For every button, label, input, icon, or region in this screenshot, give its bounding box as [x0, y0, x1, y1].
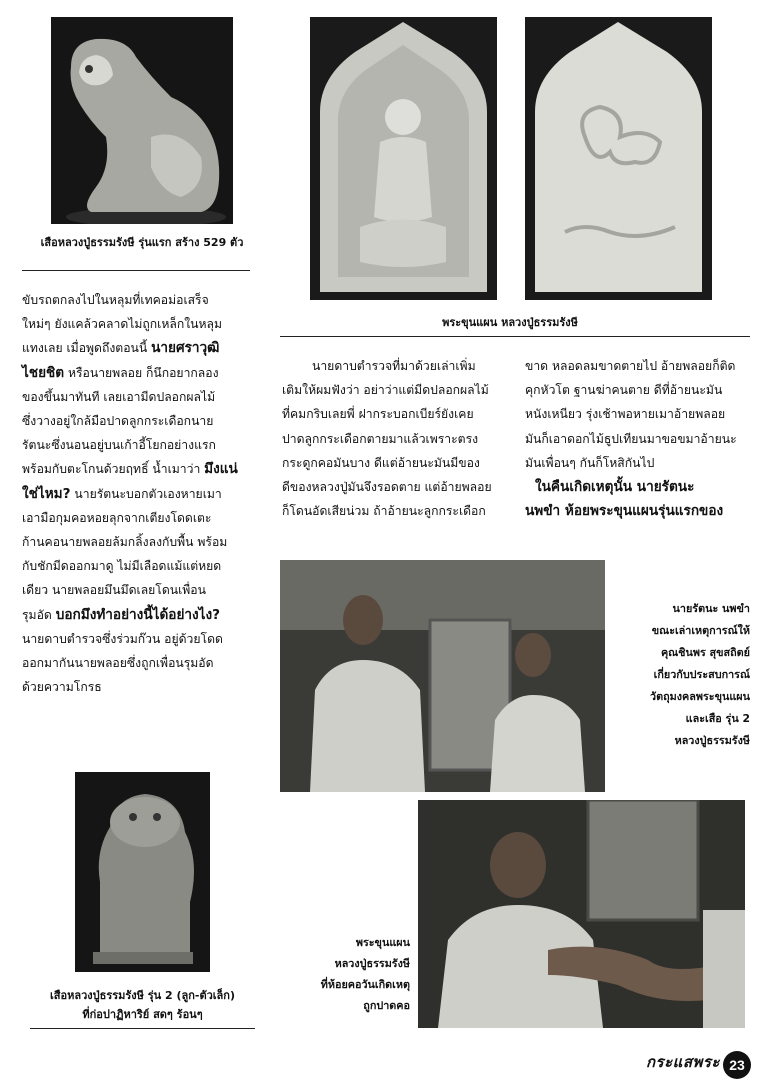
col3-bold-line: ในคืนเกิดเหตุนั้น นายรัตนะ	[535, 479, 695, 496]
men-caption-line: ขณะเล่าเหตุการณ์ให้	[651, 624, 750, 637]
col1-line: ของขึ้นมาทันที เลยเอามีดปลอกผลไม้	[22, 389, 216, 404]
col2-line: ก็โดนอัดเสียน่วม ถ้าอ้ายนะลูกกระเดือก	[282, 504, 486, 519]
col2-line: นายดาบตำรวจที่มาด้วยเล่าเพิ่ม	[312, 359, 476, 373]
col3-line: มันก็เอาดอกไม้ธูปเทียนมาขอขมาอ้ายนะ	[525, 431, 737, 446]
col2-line: ดีของหลวงปู่มันจึงรอดตาย แต่อ้ายพลอย	[282, 480, 492, 495]
man-caption-line: ถูกปาดคอ	[363, 999, 410, 1012]
man-caption-line: ที่ห้อยคอวันเกิดเหตุ	[320, 978, 410, 991]
men-caption-line: และเสือ รุ่น 2	[685, 712, 750, 725]
col1-line: ซึ่งวางอยู่ใกล้มือปาดลูกกระเดือกนาย	[22, 414, 214, 429]
col1-line-text: หรือนายพลอย ก็นึกอยากลอง	[64, 365, 219, 380]
person-name-bold: นายศราวุฒิ	[151, 340, 220, 357]
col3-bold-line: นพขำ ห้อยพระขุนแผนรุ่นแรกของ	[525, 503, 724, 520]
col1-line-text: นายรัตนะบอกตัวเองหายเมา	[70, 486, 222, 501]
men-photo-caption	[612, 598, 750, 752]
tiger-figurine-photo-2	[75, 772, 210, 972]
quote-bold: ใช่ไหม?	[22, 485, 71, 502]
col1-line	[22, 457, 254, 481]
tiger-2-caption-line: ที่ก่อปาฏิหาริย์ สดๆ ร้อนๆ	[82, 1008, 203, 1021]
col1-line: ก้านคอนายพลอยล้มกลิ้งลงกับพื้น พร้อม	[22, 535, 228, 550]
col1-line: นายดาบตำรวจซึ่งร่วมก๊วน อยู่ด้วยโดด	[22, 631, 223, 646]
col3-line: มันเพื่อนๆ กันก็โหสิกันไป	[525, 455, 655, 470]
quote-bold: บอกมึงทำอย่างนี้ได้อย่างไง?	[55, 606, 221, 623]
tiger-2-caption	[30, 986, 255, 1024]
men-caption-line: เกี่ยวกับประสบการณ์	[653, 668, 750, 681]
column-1-text	[22, 288, 254, 699]
col1-line: ออกมากันนายพลอยซึ่งถูกเพื่อนรุมอัด	[22, 656, 214, 671]
col2-line: ปาดลูกกระเดือกตายมาแล้วเพราะตรง	[282, 431, 479, 446]
col1-line	[22, 603, 254, 627]
col1-line	[22, 361, 254, 385]
amulet-back-photo	[525, 17, 712, 300]
column-2-text	[282, 354, 512, 523]
col2-line: ที่คมกริบเลยพี่ ฝากระบอกเบียร์ยังเคย	[282, 407, 474, 422]
men-talking-photo	[280, 560, 605, 792]
person-name-bold: ไชยชิต	[22, 364, 65, 381]
man-caption-line: หลวงปู่ธรรมรังษี	[334, 957, 410, 970]
col1-line: ด้วยความโกรธ	[22, 680, 102, 695]
col3-line: ขาด หลอดลมขาดตายไป อ้ายพลอยก็ติด	[525, 359, 736, 373]
amulet-caption: พระขุนแผน หลวงปู่ธรรมรังษี	[442, 316, 578, 329]
col3-line: คุกหัวโต ฐานฆ่าคนตาย ดีที่อ้ายนะมัน	[525, 383, 723, 398]
col1-line	[22, 482, 254, 506]
men-caption-line: หลวงปู่ธรรมรังษี	[674, 734, 750, 747]
amulet-front-photo	[310, 17, 497, 300]
tiger-1-rule	[22, 270, 250, 271]
tiger-1-caption: เสือหลวงปู่ธรรมรังษี รุ่นแรก สร้าง 529 ตัว	[40, 236, 244, 249]
col1-line: กับชักมีดออกมาดู ไม่มีเลือดแม้แต่หยด	[22, 559, 222, 574]
col1-line: เอามือกุมคอหอยลุกจากเตียงโดดเตะ	[22, 510, 212, 525]
men-caption-line: คุณชินพร สุขสถิตย์	[660, 646, 750, 659]
tiger-figurine-photo-1	[51, 17, 233, 224]
man-photo-caption	[300, 932, 410, 1016]
col1-line-text: พร้อมกับตะโกนด้วยฤทธิ์ น้ำเมาว่า	[22, 462, 205, 477]
col1-line: เดียว นายพลอยมึนมึดเลยโดนเพื่อน	[22, 583, 206, 598]
magazine-brand: กระแสพระ	[645, 1053, 720, 1071]
men-caption-line: นายรัตนะ นพขำ	[672, 602, 750, 615]
col1-line: รัตนะซึ่งนอนอยู่บนเก้าอี้โยกอย่างแรก	[22, 438, 216, 453]
col1-line: ขับรถตกลงไปในหลุมที่เทคอม่อเสร็จ	[22, 293, 209, 307]
column-3-text	[525, 354, 755, 523]
amulet-rule	[280, 336, 750, 337]
col1-line-text: รุมอัด	[22, 607, 56, 622]
quote-bold: มึงแน่	[204, 461, 238, 478]
page-number: 23	[723, 1051, 751, 1079]
col1-line: ใหม่ๆ ยังแคล้วคลาดไม่ถูกเหล็กในหลุม	[22, 317, 223, 332]
col2-line: เติมให้ผมฟังว่า อย่าว่าแต่มีดปลอกผลไม้	[282, 383, 489, 398]
man-caption-line: พระขุนแผน	[355, 936, 410, 949]
col1-line-text: แทงเลย เมื่อพูดถึงตอนนี้	[22, 341, 152, 356]
tiger-2-rule	[30, 1028, 255, 1029]
men-caption-line: วัตถุมงคลพระขุนแผน	[650, 690, 750, 703]
man-pointing-photo	[418, 800, 745, 1028]
col3-line: หนังเหนียว รุ่งเช้าพอหายเมาอ้ายพลอย	[525, 407, 726, 422]
col2-line: กระดูกคอมันบาง ดีแต่อ้ายนะมันมีของ	[282, 455, 480, 470]
tiger-2-caption-line: เสือหลวงปู่ธรรมรังษี รุ่น 2 (ลูก-ตัวเล็ก)	[50, 989, 235, 1002]
col1-line	[22, 336, 254, 360]
